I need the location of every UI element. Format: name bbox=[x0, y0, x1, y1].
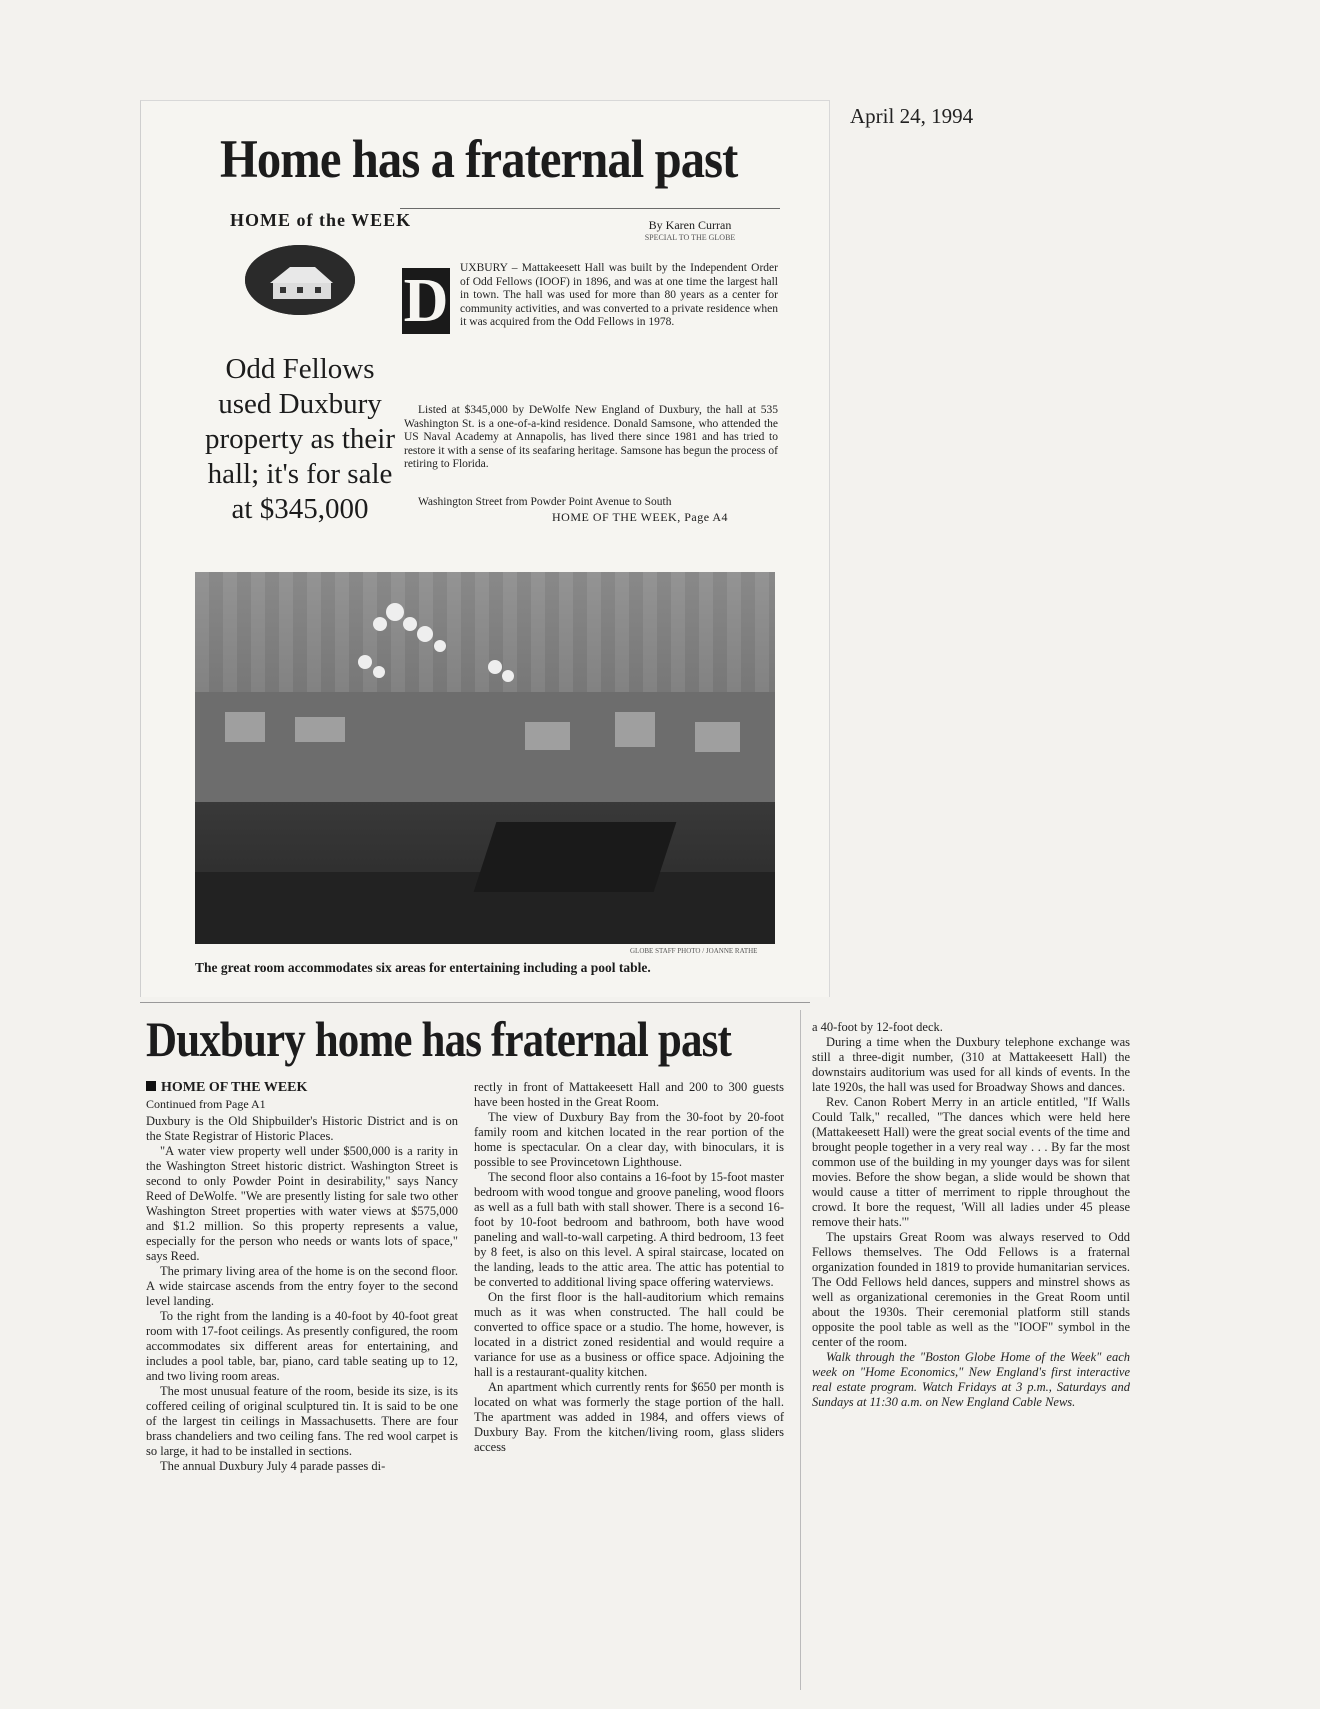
jump-reference: HOME OF THE WEEK, Page A4 bbox=[552, 510, 729, 524]
col3-para: Rev. Canon Robert Merry in an article entitled, "If Walls Could Talk," recalled, "The dances which were held here (Mattakeesett Hall) were the great social events of the time and brought people together in a very real way . . . By far the most common use of the building in my younger days was for silent movies. Before the show began, a slide would be shown that would cause a titter of merriment to ripple throughout the crowd. It bore the request, 'Will all ladies under 45 please remove their hats.'" bbox=[812, 1095, 1130, 1229]
col2-para: The second floor also contains a 16-foot by 15-foot master bedroom with wood tongue and groove paneling, wood floors as well as a full bath with stall shower. There is a second 16-foot by 10-foot bedroom and bathroom, both have wood paneling and wall-to-wall carpeting. A third bedroom, 13 feet by 8 feet, is also on this level. A spiral staircase, located on the landing, leads to the attic area. The attic has potential to be converted to additional living space offering waterviews. bbox=[474, 1170, 784, 1289]
col2-para: rectly in front of Mattakeesett Hall and 200 to 300 guests have been hosted in the Great Room. bbox=[474, 1080, 784, 1109]
kicker-square-icon bbox=[146, 1081, 156, 1091]
top-para-1: UXBURY – Mattakeesett Hall was built by the Independent Order of Odd Fellows (IOOF) in 1896, and was at one time the largest hall in town. The hall was used for more than 80 years as a center for community activities, and was converted to a private residence when it was acquired from the Odd Fellows in 1978. bbox=[460, 262, 778, 328]
col1-para: "A water view property well under $500,000 is a rarity in the Washington Street historic district. Washington Street is second to only Powder Point in desirability," says Nancy Reed of DeWolfe. "We are presently listing for sale two other Washington Street properties with water views at $575,000 and $1.2 million. So this property represents a value, especially for the person who needs or wants lots of space," says Reed. bbox=[146, 1144, 458, 1263]
col3-para: Walk through the "Boston Globe Home of the Week" each week on "Home Economics," New England's first interactive real estate program. Watch Fridays at 3 p.m., Saturdays and Sundays at 11:30 a.m. on New England Cable News. bbox=[812, 1350, 1130, 1409]
col2-para: The view of Duxbury Bay from the 30-foot by 20-foot family room and kitchen located in the rear portion of the home is spectacular. On a clear day, with binoculars, it is possible to see Provincetown Lighthouse. bbox=[474, 1110, 784, 1169]
continued-line: Continued from Page A1 bbox=[146, 1097, 266, 1111]
byline: By Karen Curran bbox=[648, 218, 732, 232]
top-deck: Odd Fellows used Duxbury property as their hall; it's for sale at $345,000 bbox=[204, 353, 396, 525]
col1-para: The most unusual feature of the room, beside its size, is its coffered ceiling of original sculptured tin. It is said to be one of the largest tin ceilings in Massachusetts. There are four brass chandeliers and two ceiling fans. The red wool carpet is so large, it had to be installed in sections. bbox=[146, 1384, 458, 1458]
section-rule bbox=[140, 1002, 810, 1003]
drop-cap: D bbox=[403, 267, 449, 335]
byline-rule-top bbox=[400, 208, 780, 209]
house-logo-icon bbox=[245, 245, 355, 315]
col3-para: The upstairs Great Room was always reserved to Odd Fellows themselves. The Odd Fellows is a fraternal organization founded in 1819 to provide humanitarian services. The Odd Fellows held dances, suppers and minstrel shows as well as organizational ceremonies in the Great Room until about the 1930s. Their ceremonial platform still stands opposite the pool table as well as the "IOOF" symbol in the center of the room. bbox=[812, 1230, 1130, 1349]
bottom-headline: Duxbury home has fraternal past bbox=[146, 1011, 731, 1067]
photo-credit: GLOBE STAFF PHOTO / JOANNE RATHE bbox=[630, 947, 758, 955]
top-headline: Home has a fraternal past bbox=[220, 129, 738, 189]
column-divider bbox=[800, 1010, 801, 1690]
col1-para: Duxbury is the Old Shipbuilder's Historic District and is on the State Registrar of Historic Places. bbox=[146, 1114, 458, 1143]
byline-role: SPECIAL TO THE GLOBE bbox=[644, 233, 736, 242]
clipping-date: April 24, 1994 bbox=[850, 104, 974, 128]
col3-para: a 40-foot by 12-foot deck. bbox=[812, 1020, 943, 1034]
photo-caption: The great room accommodates six areas for entertaining including a pool table. bbox=[195, 960, 651, 975]
kicker-label: HOME OF THE WEEK bbox=[161, 1080, 308, 1095]
col1-para: The primary living area of the home is on the second floor. A wide staircase ascends from the entry foyer to the second level landing. bbox=[146, 1264, 458, 1308]
bottom-column-2 bbox=[474, 1080, 784, 1455]
home-of-week-logo-text: HOME of the WEEK bbox=[230, 210, 412, 230]
col1-para: The annual Duxbury July 4 parade passes di- bbox=[160, 1459, 386, 1473]
col2-para: An apartment which currently rents for $650 per month is located on what was formerly the stage portion of the hall. The apartment was added in 1984, and offers views of Duxbury Bay. From the kitchen/living room, glass sliders access bbox=[474, 1380, 784, 1454]
col1-para: To the right from the landing is a 40-foot by 40-foot great room with 17-foot ceilings. As presently configured, the room accommodates six different areas for entertaining, and includes a pool table, bar, piano, card table seating up to 12, and two living room areas. bbox=[146, 1309, 458, 1383]
col2-para: On the first floor is the hall-auditorium which remains much as it was when constructed. The hall could be converted to office space or a studio. The home, however, is located in a district zoned residential and would require a variance for use as a business or office space. Adjoining the hall is a restaurant-quality kitchen. bbox=[474, 1290, 784, 1379]
chandeliers-icon bbox=[195, 572, 775, 944]
col3-para: During a time when the Duxbury telephone exchange was still a three-digit number, (310 at Mattakeesett Hall) the downstairs auditorium was used for all kinds of events. In the late 1920s, the hall was used for Broadway Shows and dances. bbox=[812, 1035, 1130, 1094]
bottom-column-1 bbox=[146, 1114, 458, 1474]
kicker bbox=[146, 1080, 307, 1096]
top-para-3: Washington Street from Powder Point Avenue to South bbox=[418, 496, 672, 508]
top-para-2: Listed at $345,000 by DeWolfe New England of Duxbury, the hall at 535 Washington St. is a one-of-a-kind residence. Donald Samsone, who attended the US Naval Academy at Annapolis, has lived there since 1981 and has tried to restore it with a sense of its seafaring heritage. Samsone has begun the process of retiring to Florida. bbox=[404, 404, 778, 470]
bottom-column-3 bbox=[812, 1020, 1130, 1410]
great-room-photo bbox=[195, 572, 775, 944]
